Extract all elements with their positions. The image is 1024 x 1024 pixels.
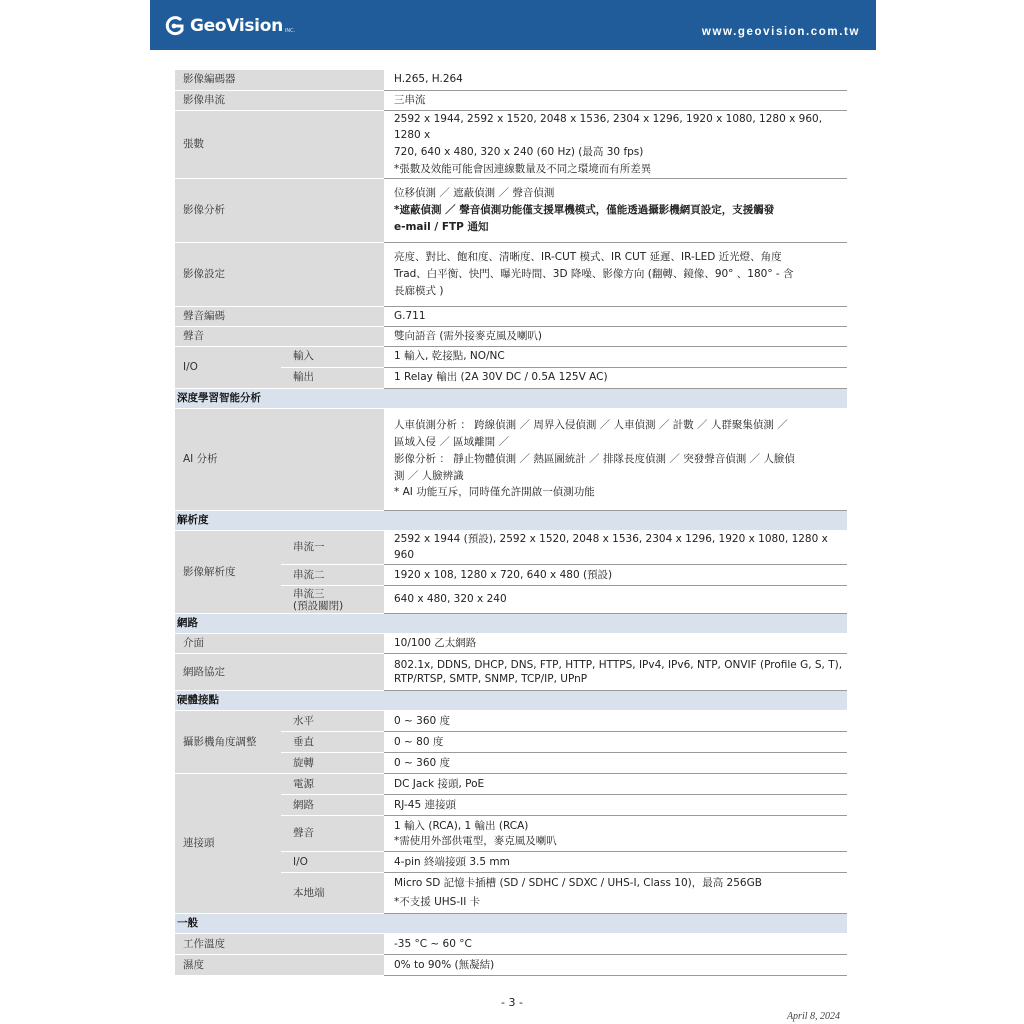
- section-title: 硬體接點: [175, 691, 847, 711]
- spec-sublabel: I/O: [281, 852, 384, 873]
- spec-sublabel: 輸入: [281, 346, 384, 367]
- value-note: e-mail / FTP 通知: [394, 220, 489, 233]
- section-header-general: [175, 914, 847, 934]
- spec-sublabel: 水平: [281, 711, 384, 732]
- spec-sublabel: 輸出: [281, 367, 384, 388]
- spec-sublabel: 網路: [281, 795, 384, 816]
- spec-row-audio-codec: [175, 306, 847, 326]
- spec-sublabel: 串流一: [281, 530, 384, 565]
- spec-row-stream1: [175, 530, 847, 565]
- value-line: 亮度、對比、飽和度、清晰度、IR-CUT 模式、IR CUT 延遲、IR-LED 近光燈、角度: [394, 250, 782, 263]
- value-line: 長廊模式 ): [394, 284, 444, 297]
- spec-value: H.265, H.264: [384, 70, 847, 90]
- spec-row-fps: [175, 110, 847, 178]
- section-header-ai: [175, 388, 847, 408]
- spec-value: 0% to 90% (無凝結): [384, 955, 847, 976]
- spec-value: 2592 x 1944 (預設), 2592 x 1520, 2048 x 1536, 2304 x 1296, 1920 x 1080, 1280 x 960: [384, 530, 847, 565]
- spec-value: 雙向語音 (需外接麥克風及喇叭): [384, 326, 847, 346]
- spec-value: 1920 x 108, 1280 x 720, 640 x 480 (預設): [384, 565, 847, 586]
- spec-sublabel: 本地端: [281, 873, 384, 914]
- spec-row-stream: [175, 90, 847, 110]
- value-note: *需使用外部供電型，麥克風及喇叭: [394, 834, 557, 847]
- section-header-hardware: [175, 691, 847, 711]
- section-title: 網路: [175, 614, 847, 634]
- spec-label: 濕度: [175, 955, 384, 976]
- spec-row-ai: [175, 408, 847, 510]
- spec-value: RJ-45 連接頭: [384, 795, 847, 816]
- brand-logo: [164, 14, 295, 38]
- spec-value: [384, 110, 847, 178]
- spec-row-codec: [175, 70, 847, 90]
- section-title: 深度學習智能分析: [175, 388, 847, 408]
- spec-label: 連接頭: [175, 774, 281, 914]
- value-line: RTP/RTSP, SMTP, SNMP, TCP/IP, UPnP: [394, 673, 588, 686]
- spec-value: 1 輸入, 乾接點, NO/NC: [384, 346, 847, 367]
- spec-sublabel: 聲音: [281, 816, 384, 852]
- spec-value: 0 ~ 360 度: [384, 753, 847, 774]
- value-line: 802.1x, DDNS, DHCP, DNS, FTP, HTTP, HTTPS, IPv4, IPv6, NTP, ONVIF (Profile G, S, T),: [394, 658, 843, 671]
- spec-row-power: [175, 774, 847, 795]
- section-header-resolution: [175, 510, 847, 530]
- value-note: *遮蔽偵測 ／ 聲音偵測功能僅支援單機模式，僅能透過攝影機網頁設定，支援觸發: [394, 203, 775, 216]
- sublabel-line: (預設關閉): [293, 599, 344, 612]
- spec-label: 影像設定: [175, 242, 384, 306]
- spec-value: G.711: [384, 306, 847, 326]
- spec-value: [384, 242, 847, 306]
- spec-label: 影像串流: [175, 90, 384, 110]
- spec-row-io-in: [175, 346, 847, 367]
- spec-sublabel: [281, 586, 384, 614]
- spec-value: 640 x 480, 320 x 240: [384, 586, 847, 614]
- value-line: 測 ／ 人臉辨識: [394, 469, 464, 482]
- spec-label: 影像編碼器: [175, 70, 384, 90]
- spec-row-pan: [175, 711, 847, 732]
- spec-table: [175, 70, 847, 976]
- section-title: 解析度: [175, 510, 847, 530]
- spec-label: 聲音編碼: [175, 306, 384, 326]
- spec-row-temperature: [175, 934, 847, 955]
- value-line: 位移偵測 ／ 遮蔽偵測 ／ 聲音偵測: [394, 186, 555, 199]
- spec-label: 張數: [175, 110, 384, 178]
- spec-value: 0 ~ 360 度: [384, 711, 847, 732]
- website-url: www.geovision.com.tw: [701, 26, 860, 38]
- spec-sublabel: 旋轉: [281, 753, 384, 774]
- spec-value: 1 Relay 輸出 (2A 30V DC / 0.5A 125V AC): [384, 367, 847, 388]
- section-title: 一般: [175, 914, 847, 934]
- page-header: [150, 0, 876, 50]
- spec-value: DC Jack 接頭, PoE: [384, 774, 847, 795]
- spec-row-audio: [175, 326, 847, 346]
- value-line: Micro SD 記憶卡插槽 (SD / SDHC / SDXC / UHS-I, Class 10)，最高 256GB: [394, 877, 762, 890]
- spec-label: 影像解析度: [175, 530, 281, 614]
- spec-row-humidity: [175, 955, 847, 976]
- value-note: * AI 功能互斥，同時僅允許開啟一偵測功能: [394, 486, 595, 499]
- document-date: April 8, 2024: [786, 1011, 840, 1022]
- value-line: 影像分析 ： 靜止物體偵測 ／ 熱區圖統計 ／ 排隊長度偵測 ／ 突發聲音偵測 ／ 人臉偵: [394, 452, 795, 465]
- value-note: *張數及效能可能會因連線數量及不同之環境而有所差異: [394, 162, 652, 175]
- spec-row-interface: [175, 634, 847, 654]
- spec-value: [384, 654, 847, 691]
- spec-value: [384, 408, 847, 510]
- page-number: - 3 -: [501, 996, 523, 1009]
- spec-sublabel: 串流二: [281, 565, 384, 586]
- spec-value: 三串流: [384, 90, 847, 110]
- spec-row-protocols: [175, 654, 847, 691]
- spec-row-analysis: [175, 178, 847, 242]
- value-line: Trad、白平衡、快門、曝光時間、3D 降噪、影像方向 (翻轉、鏡像、90° 、180° - 含: [394, 267, 794, 280]
- spec-label: 工作溫度: [175, 934, 384, 955]
- spec-value: [384, 178, 847, 242]
- spec-label: 介面: [175, 634, 384, 654]
- spec-value: 0 ~ 80 度: [384, 732, 847, 753]
- geovision-logo-icon: [164, 15, 186, 37]
- spec-value: 10/100 乙太網路: [384, 634, 847, 654]
- brand-suffix: INC.: [284, 28, 296, 34]
- spec-row-settings: [175, 242, 847, 306]
- spec-value: [384, 873, 847, 914]
- spec-label: 聲音: [175, 326, 384, 346]
- value-line: 1 輸入 (RCA), 1 輸出 (RCA): [394, 820, 529, 833]
- spec-label: AI 分析: [175, 408, 384, 510]
- spec-sublabel: 垂直: [281, 732, 384, 753]
- value-note: *不支援 UHS-II 卡: [394, 896, 481, 909]
- value-line: 2592 x 1944, 2592 x 1520, 2048 x 1536, 2304 x 1296, 1920 x 1080, 1280 x 960, 1280 x: [394, 112, 823, 142]
- spec-label: 網路協定: [175, 654, 384, 691]
- spec-sublabel: 電源: [281, 774, 384, 795]
- section-header-network: [175, 614, 847, 634]
- spec-label: I/O: [175, 346, 281, 388]
- spec-label: 影像分析: [175, 178, 384, 242]
- spec-label: 攝影機角度調整: [175, 711, 281, 774]
- spec-value: -35 °C ~ 60 °C: [384, 934, 847, 955]
- brand-name: GeoVision: [190, 16, 283, 36]
- value-line: 人車偵測分析 ： 跨線偵測 ／ 周界入侵偵測 ／ 人車偵測 ／ 計數 ／ 人群聚集偵測 ／: [394, 419, 788, 432]
- spec-value: [384, 816, 847, 852]
- spec-value: 4-pin 終端接頭 3.5 mm: [384, 852, 847, 873]
- sublabel-line: 串流三: [293, 587, 325, 600]
- value-line: 區域入侵 ／ 區域離開 ／: [394, 435, 510, 448]
- value-line: 720, 640 x 480, 320 x 240 (60 Hz) (最高 30 fps): [394, 146, 644, 159]
